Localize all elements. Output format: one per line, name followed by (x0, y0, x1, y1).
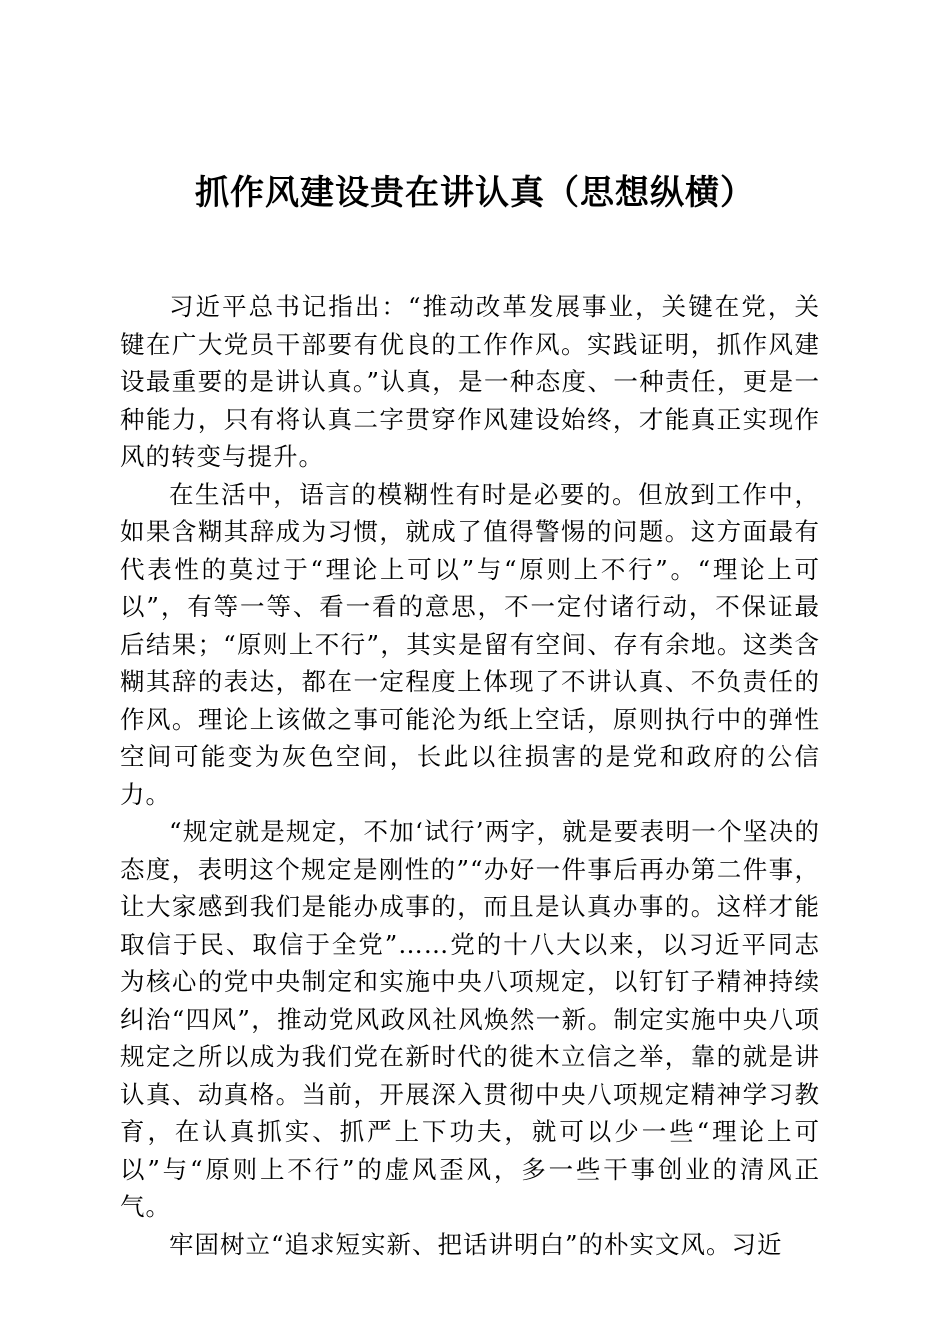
paragraph-2: 在生活中，语言的模糊性有时是必要的。但放到工作中，如果含糊其辞成为习惯，就成了值得警惕的问题。这方面最有代表性的莫过于“理论上可以”与“原则上不行”。“理论上可以”，有等一等、看一看的意思，不一定付诸行动，不保证最后结果；“原则上不行”，其实是留有空间、存有余地。这类含糊其辞的表达，都在一定程度上体现了不讲认真、不负责任的作风。理论上该做之事可能沦为纸上空话，原则执行中的弹性空间可能变为灰色空间，长此以往损害的是党和政府的公信力。 (120, 479, 820, 809)
article-title: 抓作风建设贵在讲认真（思想纵横） (195, 173, 755, 213)
paragraph-4: 牢固树立“追求短实新、把话讲明白”的朴实文风。习近 (169, 1229, 783, 1259)
paragraph-1: 习近平总书记指出：“推动改革发展事业，关键在党，关键在广大党员干部要有优良的工作作风。实践证明，抓作风建设最重要的是讲认真。”认真，是一种态度、一种责任，更是一种能力，只有将认真二字贯穿作风建设始终，才能真正实现作风的转变与提升。 (120, 292, 820, 471)
paragraph-3: “规定就是规定，不加‘试行’两字，就是要表明一个坚决的态度，表明这个规定是刚性的”“办好一件事后再办第二件事，让大家感到我们是能办成事的，而且是认真办事的。这样才能取信于民、取信于全党”……党的十八大以来，以习近平同志为核心的党中央制定和实施中央八项规定，以钉钉子精神持续纠治“四风”，推动党风政风社风焕然一新。制定实施中央八项规定之所以成为我们党在新时代的徙木立信之举，靠的就是讲认真、动真格。当前，开展深入贯彻中央八项规定精神学习教育，在认真抓实、抓严上下功夫，就可以少一些“理论上可以”与“原则上不行”的虚风歪风，多一些干事创业的清风正气。 (120, 817, 820, 1221)
article-body (120, 288, 820, 1263)
